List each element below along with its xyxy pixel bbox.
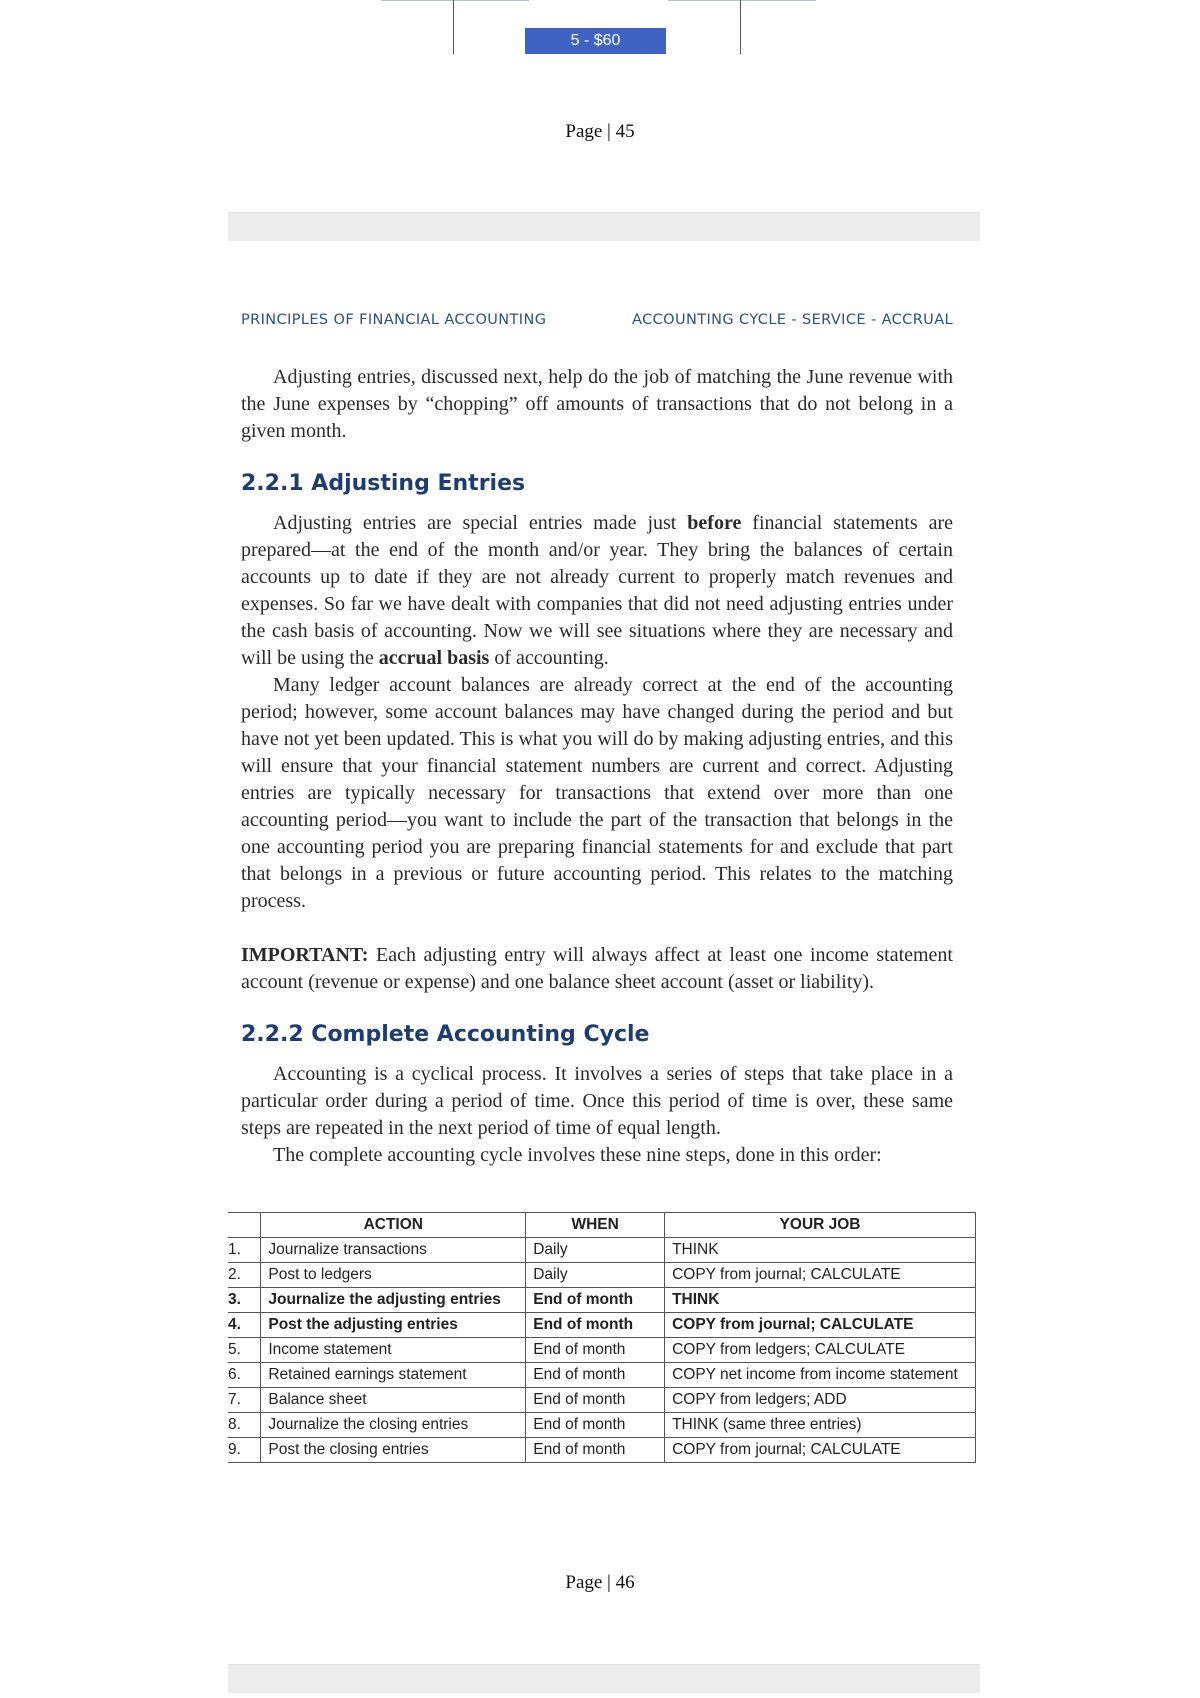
table-row bbox=[228, 1363, 976, 1388]
page-separator bbox=[228, 212, 980, 241]
step-when: End of month bbox=[526, 1413, 665, 1438]
table-header-number bbox=[228, 1213, 261, 1238]
section-heading-accounting-cycle: 2.2.2 Complete Accounting Cycle bbox=[241, 1022, 650, 1047]
step-number: 5. bbox=[228, 1338, 261, 1363]
chapter-title: ACCOUNTING CYCLE - SERVICE - ACCRUAL bbox=[632, 312, 953, 328]
step-number: 3. bbox=[228, 1288, 261, 1313]
page-number: Page | 46 bbox=[565, 1572, 635, 1593]
table-row bbox=[228, 1388, 976, 1413]
step-action: Income statement bbox=[261, 1338, 526, 1363]
diagram-line bbox=[668, 0, 816, 1]
table-row bbox=[228, 1263, 976, 1288]
step-job: COPY from journal; CALCULATE bbox=[665, 1263, 976, 1288]
important-note: IMPORTANT: Each adjusting entry will always affect at least one income statement account (revenue or expense) and one balance sheet account (asset or liability). bbox=[241, 944, 953, 993]
running-header bbox=[241, 312, 953, 332]
page-separator bbox=[228, 1664, 980, 1693]
step-number: 2. bbox=[228, 1263, 261, 1288]
step-when: End of month bbox=[526, 1313, 665, 1338]
step-action: Retained earnings statement bbox=[261, 1363, 526, 1388]
diagram-connector bbox=[453, 0, 454, 54]
table-row bbox=[228, 1438, 976, 1463]
step-job: THINK (same three entries) bbox=[665, 1413, 976, 1438]
step-action: Journalize the adjusting entries bbox=[261, 1288, 526, 1313]
step-number: 8. bbox=[228, 1413, 261, 1438]
previous-page-fragment bbox=[228, 0, 980, 60]
step-number: 1. bbox=[228, 1238, 261, 1263]
step-job: COPY net income from income statement bbox=[665, 1363, 976, 1388]
step-when: End of month bbox=[526, 1438, 665, 1463]
step-number: 4. bbox=[228, 1313, 261, 1338]
adjusting-entries-paragraph-2: Many ledger account balances are already correct at the end of the accounting period; however, some account balances may have changed during the period and but have not yet been updated. This is what you will do by making adjusting entries, and this will ensure that your financial statement numbers are current and correct. Adjusting entries are typically necessary for transactions that extend over more than one accounting period—you want to include the part of the transaction that belongs in the one accounting period you are preparing financial statements for and exclude that part that belongs in a previous or future accounting period. This relates to the matching process. bbox=[241, 674, 953, 912]
intro-paragraph: Adjusting entries, discussed next, help do the job of matching the June revenue with the June expenses by “chopping” off amounts of transactions that do not belong in a given month. bbox=[241, 366, 953, 442]
step-number: 9. bbox=[228, 1438, 261, 1463]
table-header-action: ACTION bbox=[261, 1213, 526, 1238]
step-action: Post the closing entries bbox=[261, 1438, 526, 1463]
step-action: Journalize transactions bbox=[261, 1238, 526, 1263]
step-job: COPY from ledgers; CALCULATE bbox=[665, 1338, 976, 1363]
step-when: End of month bbox=[526, 1338, 665, 1363]
step-action: Post to ledgers bbox=[261, 1263, 526, 1288]
book-title: PRINCIPLES OF FINANCIAL ACCOUNTING bbox=[241, 312, 547, 328]
table-header-your-job: YOUR JOB bbox=[665, 1213, 976, 1238]
section-heading-adjusting-entries: 2.2.1 Adjusting Entries bbox=[241, 471, 526, 496]
step-job: THINK bbox=[665, 1288, 976, 1313]
table-header-when: WHEN bbox=[526, 1213, 665, 1238]
accounting-cycle-table bbox=[228, 1212, 976, 1463]
table-row bbox=[228, 1338, 976, 1363]
table-row bbox=[228, 1413, 976, 1438]
step-action: Journalize the closing entries bbox=[261, 1413, 526, 1438]
important-label: IMPORTANT: bbox=[241, 944, 369, 966]
step-when: Daily bbox=[526, 1263, 665, 1288]
diagram-line bbox=[381, 0, 529, 1]
step-action: Balance sheet bbox=[261, 1388, 526, 1413]
step-when: Daily bbox=[526, 1238, 665, 1263]
step-number: 6. bbox=[228, 1363, 261, 1388]
page-body bbox=[241, 364, 953, 1169]
table-row bbox=[228, 1288, 976, 1313]
step-job: COPY from ledgers; ADD bbox=[665, 1388, 976, 1413]
step-when: End of month bbox=[526, 1363, 665, 1388]
page-number: Page | 45 bbox=[565, 121, 635, 142]
table-row bbox=[228, 1238, 976, 1263]
table-row bbox=[228, 1313, 976, 1338]
table-header-row bbox=[228, 1213, 976, 1238]
step-number: 7. bbox=[228, 1388, 261, 1413]
step-action: Post the adjusting entries bbox=[261, 1313, 526, 1338]
diagram-connector bbox=[740, 0, 741, 54]
diagram-badge: 5 - $60 bbox=[525, 28, 666, 54]
step-job: THINK bbox=[665, 1238, 976, 1263]
step-when: End of month bbox=[526, 1388, 665, 1413]
accounting-cycle-paragraph-2: The complete accounting cycle involves these nine steps, done in this order: bbox=[273, 1144, 882, 1166]
step-job: COPY from journal; CALCULATE bbox=[665, 1438, 976, 1463]
step-job: COPY from journal; CALCULATE bbox=[665, 1313, 976, 1338]
adjusting-entries-paragraph-1: Adjusting entries are special entries made just before financial statements are prepared—at the end of the month and/or year. They bring the balances of certain accounts up to date if they are not already current to properly match revenues and expenses. So far we have dealt with companies that did not need adjusting entries under the cash basis of accounting. Now we will see situations where they are necessary and will be using the accrual basis of accounting. bbox=[241, 512, 953, 669]
step-when: End of month bbox=[526, 1288, 665, 1313]
accounting-cycle-paragraph-1: Accounting is a cyclical process. It involves a series of steps that take place in a particular order during a period of time. Once this period of time is over, these same steps are repeated in the next period of time of equal length. bbox=[241, 1063, 953, 1139]
